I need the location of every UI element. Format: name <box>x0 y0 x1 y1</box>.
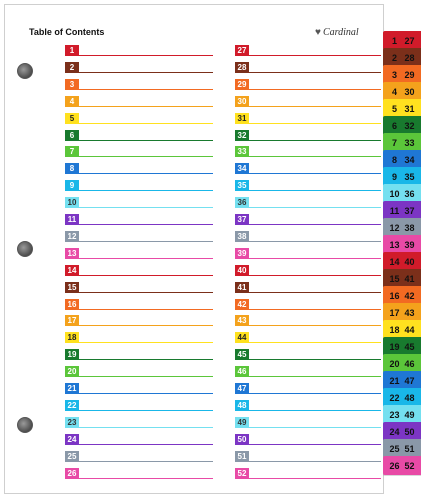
tab-number-right: 32 <box>404 120 415 131</box>
entry-line <box>79 309 213 310</box>
entry-number: 6 <box>65 130 79 141</box>
entry-line <box>249 461 381 462</box>
tab-number-left: 25 <box>389 443 400 454</box>
tab-number-left: 26 <box>389 460 400 471</box>
entry-line <box>249 275 381 276</box>
entry-line <box>249 241 381 242</box>
tab-number-left: 4 <box>391 86 397 97</box>
tab-number-left: 20 <box>389 358 400 369</box>
entry-line <box>79 72 213 73</box>
entry-number: 41 <box>235 282 249 293</box>
tab-number-left: 13 <box>389 239 400 250</box>
entry-number: 25 <box>65 451 79 462</box>
binder-hole-bottom <box>17 417 33 433</box>
index-tab[interactable] <box>383 456 421 475</box>
entry-number: 3 <box>65 79 79 90</box>
page-title: Table of Contents <box>29 27 105 37</box>
entry-number: 47 <box>235 383 249 394</box>
entry-number: 40 <box>235 265 249 276</box>
tab-number-right: 42 <box>404 290 415 301</box>
entry-number: 29 <box>235 79 249 90</box>
entry-number: 20 <box>65 366 79 377</box>
entry-number: 1 <box>65 45 79 56</box>
tab-number-right: 39 <box>404 239 415 250</box>
entry-number: 11 <box>65 214 79 225</box>
entry-number: 42 <box>235 299 249 310</box>
entry-line <box>79 342 213 343</box>
entry-line <box>79 461 213 462</box>
tab-number-left: 12 <box>389 222 400 233</box>
entry-line <box>79 427 213 428</box>
entry-line <box>249 427 381 428</box>
tab-number-left: 22 <box>389 392 400 403</box>
entry-number: 34 <box>235 163 249 174</box>
entry-line <box>79 292 213 293</box>
entry-line <box>249 72 381 73</box>
entry-line <box>249 224 381 225</box>
entry-number: 37 <box>235 214 249 225</box>
entry-line <box>249 173 381 174</box>
entry-number: 38 <box>235 231 249 242</box>
entry-number: 46 <box>235 366 249 377</box>
entry-number: 43 <box>235 315 249 326</box>
tab-number-right: 44 <box>404 324 415 335</box>
entry-number: 18 <box>65 332 79 343</box>
tab-number-left: 24 <box>389 426 400 437</box>
entry-line <box>249 309 381 310</box>
entry-line <box>79 410 213 411</box>
entry-line <box>249 342 381 343</box>
entry-number: 44 <box>235 332 249 343</box>
tab-number-right: 37 <box>404 205 415 216</box>
entry-number: 39 <box>235 248 249 259</box>
tab-number-right: 47 <box>404 375 415 386</box>
tab-number-left: 5 <box>391 103 397 114</box>
binder-hole-top <box>17 63 33 79</box>
entry-line <box>249 123 381 124</box>
entry-number: 14 <box>65 265 79 276</box>
entry-number: 31 <box>235 113 249 124</box>
entry-line <box>79 207 213 208</box>
entry-number: 10 <box>65 197 79 208</box>
tab-number-left: 19 <box>389 341 400 352</box>
entry-line <box>249 106 381 107</box>
entry-number: 12 <box>65 231 79 242</box>
entry-number: 35 <box>235 180 249 191</box>
entry-number: 32 <box>235 130 249 141</box>
entry-number: 9 <box>65 180 79 191</box>
entry-line <box>79 123 213 124</box>
entry-line <box>249 190 381 191</box>
entry-line <box>249 55 381 56</box>
tab-number-right: 27 <box>404 35 415 46</box>
entry-line <box>79 359 213 360</box>
entry-line <box>79 478 213 479</box>
brand-logo <box>315 27 359 38</box>
tab-number-left: 6 <box>391 120 397 131</box>
tab-number-left: 7 <box>391 137 397 148</box>
tab-number-right: 29 <box>404 69 415 80</box>
tab-number-right: 34 <box>404 154 415 165</box>
entry-number: 28 <box>235 62 249 73</box>
entry-number: 33 <box>235 146 249 157</box>
entry-number: 16 <box>65 299 79 310</box>
tab-number-right: 38 <box>404 222 415 233</box>
entry-number: 52 <box>235 468 249 479</box>
entry-line <box>249 156 381 157</box>
entry-number: 24 <box>65 434 79 445</box>
brand-name: Cardinal <box>322 27 359 38</box>
tab-number-left: 14 <box>389 256 400 267</box>
tab-number-left: 3 <box>391 69 397 80</box>
entry-number: 22 <box>65 400 79 411</box>
tab-number-right: 45 <box>404 341 415 352</box>
entry-number: 4 <box>65 96 79 107</box>
entry-line <box>249 376 381 377</box>
entry-line <box>79 376 213 377</box>
tab-number-right: 46 <box>404 358 415 369</box>
tab-number-left: 9 <box>391 171 397 182</box>
tab-number-left: 16 <box>389 290 400 301</box>
entry-line <box>249 444 381 445</box>
entry-line <box>249 359 381 360</box>
entry-line <box>249 410 381 411</box>
entry-line <box>79 55 213 56</box>
entry-line <box>249 292 381 293</box>
tab-number-right: 36 <box>404 188 415 199</box>
tab-number-right: 48 <box>404 392 415 403</box>
entry-line <box>249 393 381 394</box>
entry-line <box>249 207 381 208</box>
entry-number: 13 <box>65 248 79 259</box>
tab-number-right: 33 <box>404 137 415 148</box>
tab-number-right: 40 <box>404 256 415 267</box>
entry-line <box>79 190 213 191</box>
tab-number-right: 30 <box>404 86 415 97</box>
entry-number: 26 <box>65 468 79 479</box>
cardinal-bird-icon: ♥ <box>315 27 321 38</box>
entry-number: 15 <box>65 282 79 293</box>
tab-number-left: 10 <box>389 188 400 199</box>
entry-number: 49 <box>235 417 249 428</box>
entry-number: 50 <box>235 434 249 445</box>
entry-line <box>79 224 213 225</box>
entry-line <box>79 393 213 394</box>
entry-number: 21 <box>65 383 79 394</box>
toc-sheet <box>4 4 384 494</box>
tab-number-right: 31 <box>404 103 415 114</box>
tab-number-right: 43 <box>404 307 415 318</box>
tab-number-right: 35 <box>404 171 415 182</box>
tab-stack <box>383 31 421 473</box>
entry-line <box>79 106 213 107</box>
tab-number-left: 11 <box>389 205 400 216</box>
entry-number: 27 <box>235 45 249 56</box>
tab-number-right: 28 <box>404 52 415 63</box>
entry-line <box>79 241 213 242</box>
entry-number: 8 <box>65 163 79 174</box>
tab-number-right: 52 <box>404 460 415 471</box>
tab-number-right: 51 <box>404 443 415 454</box>
entry-number: 45 <box>235 349 249 360</box>
entry-line <box>249 258 381 259</box>
entry-number: 5 <box>65 113 79 124</box>
tab-number-left: 21 <box>389 375 400 386</box>
entry-number: 17 <box>65 315 79 326</box>
entry-line <box>79 140 213 141</box>
tab-number-right: 49 <box>404 409 415 420</box>
entry-number: 23 <box>65 417 79 428</box>
entry-line <box>79 275 213 276</box>
tab-number-left: 1 <box>391 35 397 46</box>
entry-line <box>249 89 381 90</box>
entry-number: 48 <box>235 400 249 411</box>
entry-line <box>249 140 381 141</box>
tab-number-left: 2 <box>391 52 397 63</box>
binder-hole-middle <box>17 241 33 257</box>
entry-line <box>79 444 213 445</box>
entry-number: 7 <box>65 146 79 157</box>
tab-number-left: 15 <box>389 273 400 284</box>
entry-line <box>79 89 213 90</box>
entry-line <box>79 258 213 259</box>
tab-number-left: 17 <box>389 307 400 318</box>
entry-line <box>249 325 381 326</box>
entry-line <box>249 478 381 479</box>
tab-number-right: 50 <box>404 426 415 437</box>
entry-line <box>79 156 213 157</box>
entry-number: 51 <box>235 451 249 462</box>
entry-number: 19 <box>65 349 79 360</box>
entry-number: 30 <box>235 96 249 107</box>
tab-number-left: 23 <box>389 409 400 420</box>
entry-line <box>79 325 213 326</box>
entry-number: 2 <box>65 62 79 73</box>
tab-number-left: 18 <box>389 324 400 335</box>
entry-number: 36 <box>235 197 249 208</box>
entry-line <box>79 173 213 174</box>
tab-number-right: 41 <box>404 273 415 284</box>
tab-number-left: 8 <box>391 154 397 165</box>
